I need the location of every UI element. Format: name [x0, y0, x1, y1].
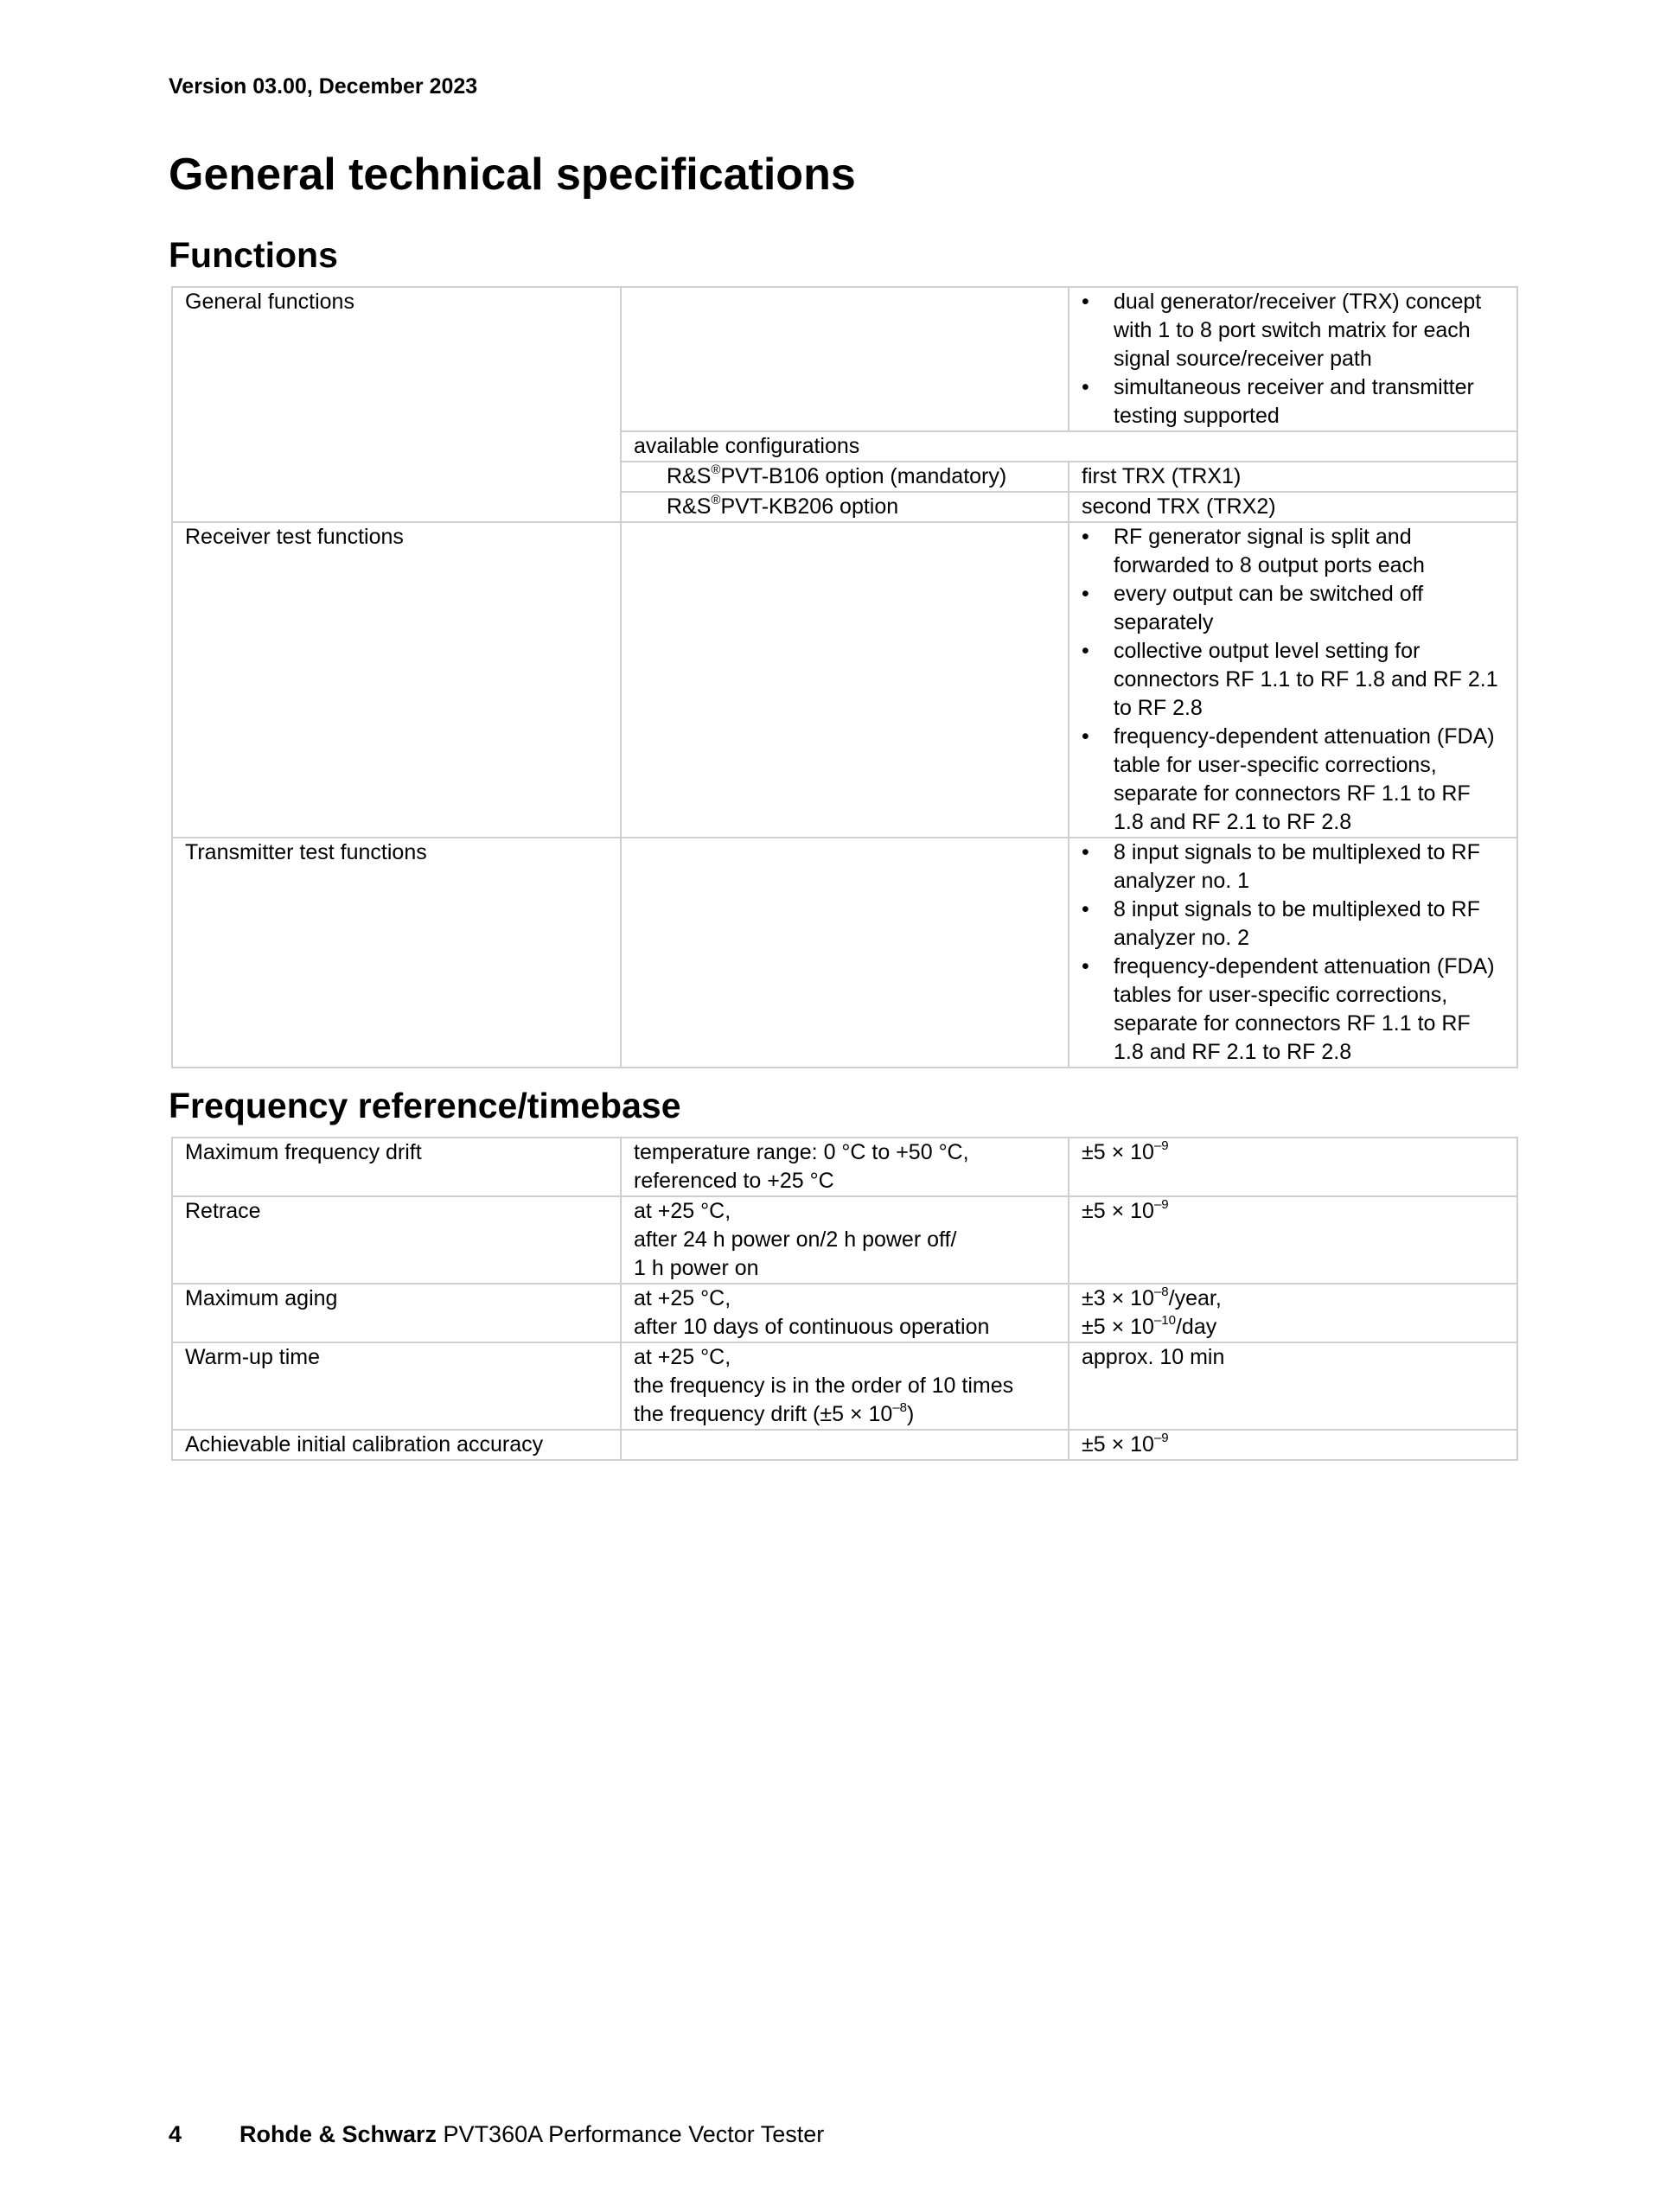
list-item: • 8 input signals to be multiplexed to RF analyzer no. 2	[1114, 896, 1504, 953]
row-label: Achievable initial calibration accuracy	[172, 1430, 621, 1460]
row-label: Maximum aging	[172, 1284, 621, 1342]
bullet-cell	[1069, 287, 1517, 431]
table-row	[172, 1196, 1517, 1284]
page-number: 4	[169, 2121, 182, 2147]
row-label: General functions	[172, 287, 621, 522]
table-row	[172, 1342, 1517, 1430]
condition-cell: at +25 °C, after 24 h power on/2 h power off/ 1 h power on	[621, 1196, 1069, 1284]
list-item: • every output can be switched off separately	[1114, 580, 1504, 637]
row-label: Warm-up time	[172, 1342, 621, 1430]
table-row	[172, 1430, 1517, 1460]
list-item: • 8 input signals to be multiplexed to RF analyzer no. 1	[1114, 838, 1504, 896]
table-row	[172, 287, 1517, 431]
list-item: • RF generator signal is split and forwarded to 8 output ports each	[1114, 523, 1504, 580]
value-cell: $\pm 5 \times 10^{-9}$	[1069, 1138, 1517, 1196]
table-row	[172, 1284, 1517, 1342]
config-name: R&S®PVT-KB206 option	[621, 492, 1069, 522]
footer-brand: Rohde & Schwarz	[239, 2121, 437, 2147]
section-heading-frequency-reference: Frequency reference/timebase	[169, 1086, 681, 1125]
page-footer	[169, 2121, 824, 2148]
row-label: Maximum frequency drift	[172, 1138, 621, 1196]
list-item: • collective output level setting for connectors RF 1.1 to RF 1.8 and RF 2.1 to RF 2.8	[1114, 637, 1504, 723]
frequency-reference-table	[171, 1137, 1518, 1461]
bullet-cell	[1069, 522, 1517, 838]
footer-product: PVT360A Performance Vector Tester	[437, 2121, 825, 2147]
available-configurations-label: available configurations	[621, 431, 1517, 462]
row-label: Transmitter test functions	[172, 838, 621, 1068]
bullet-cell	[1069, 838, 1517, 1068]
config-value: first TRX (TRX1)	[1069, 462, 1517, 492]
value-cell: $\pm 3 \times 10^{-8}$/year, $\pm 5 \times 10^{-10}$/day	[1069, 1284, 1517, 1342]
table-row	[172, 838, 1517, 1068]
page-title: General technical specifications	[169, 150, 856, 200]
value-cell: $\pm 5 \times 10^{-9}$	[1069, 1196, 1517, 1284]
list-item: • frequency-dependent attenuation (FDA) tables for user-specific corrections, separate for connectors RF 1.1 to RF 1.8 and RF 2.1 to RF 2.8	[1114, 953, 1504, 1067]
table-row	[172, 1138, 1517, 1196]
section-heading-functions: Functions	[169, 235, 338, 275]
row-label: Retrace	[172, 1196, 621, 1284]
value-cell: approx. 10 min	[1069, 1342, 1517, 1430]
config-name: R&S®PVT-B106 option (mandatory)	[621, 462, 1069, 492]
document-version: Version 03.00, December 2023	[169, 74, 478, 99]
list-item: • frequency-dependent attenuation (FDA) table for user-specific corrections, separate for connectors RF 1.1 to RF 1.8 and RF 2.1 to RF 2.8	[1114, 723, 1504, 837]
condition-cell: temperature range: 0 °C to +50 °C, referenced to +25 °C	[621, 1138, 1069, 1196]
list-item: • simultaneous receiver and transmitter testing supported	[1114, 373, 1504, 430]
list-item: • dual generator/receiver (TRX) concept with 1 to 8 port switch matrix for each signal source/receiver path	[1114, 288, 1504, 373]
functions-table	[171, 286, 1518, 1068]
condition-cell: at +25 °C, the frequency is in the order of 10 times the frequency drift $(\pm 5 \times 10^{-8})$	[621, 1342, 1069, 1430]
row-label: Receiver test functions	[172, 522, 621, 838]
config-value: second TRX (TRX2)	[1069, 492, 1517, 522]
table-row	[172, 522, 1517, 838]
value-cell: $\pm 5 \times 10^{-9}$	[1069, 1430, 1517, 1460]
condition-cell: at +25 °C, after 10 days of continuous operation	[621, 1284, 1069, 1342]
condition-cell	[621, 1430, 1069, 1460]
